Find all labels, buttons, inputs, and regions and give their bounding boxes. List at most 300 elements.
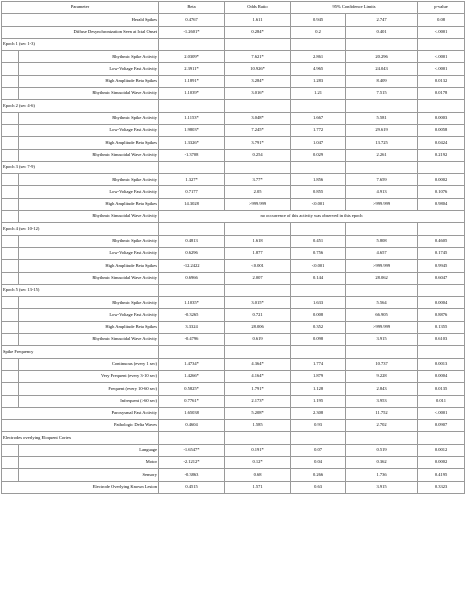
indent-cell (2, 321, 19, 333)
parameter-cell: Rhythmic Spike Activity (19, 297, 159, 309)
ci-lower-cell: 0.266 (291, 469, 346, 481)
beta-cell: 0.7761* (159, 395, 225, 407)
parameter-cell: High Amplitude Beta Spikes (19, 260, 159, 272)
ci-upper-cell: >999.999 (346, 260, 418, 272)
parameter-cell: Rhythmic Sinusoidal Wave Activity (19, 211, 159, 223)
ci-upper-cell: 28.062 (346, 272, 418, 284)
ci-lower-cell (291, 284, 346, 296)
beta-cell: 0.7177 (159, 186, 225, 198)
indent-cell (2, 469, 19, 481)
sub-row (2, 198, 465, 210)
ci-lower-cell: 1.633 (291, 297, 346, 309)
beta-cell (159, 100, 225, 112)
p-value-cell (418, 223, 465, 235)
sub-row (2, 124, 465, 136)
p-value-cell: 0.0135 (418, 383, 465, 395)
odds-ratio-cell: 0.68 (225, 469, 291, 481)
ci-lower-cell: 2.308 (291, 407, 346, 419)
ci-lower-cell: 0.04 (291, 456, 346, 468)
ci-upper-cell: 24.043 (346, 63, 418, 75)
parameter-cell: Rhythmic Sinusoidal Wave Activity (19, 88, 159, 100)
beta-cell (159, 284, 225, 296)
indent-cell (2, 174, 19, 186)
odds-ratio-cell: 0.191* (225, 444, 291, 456)
indent-cell (2, 456, 19, 468)
sub-row (2, 334, 465, 346)
odds-ratio-cell: 2.173* (225, 395, 291, 407)
parameter-cell: Rhythmic Sinusoidal Wave Activity (19, 334, 159, 346)
parameter-cell: Rhythmic Spike Activity (19, 174, 159, 186)
indent-cell (2, 272, 19, 284)
beta-cell: 2.0309* (159, 51, 225, 63)
ci-upper-cell: 4.657 (346, 247, 418, 259)
sub-row (2, 174, 465, 186)
ci-upper-cell: 7.515 (346, 88, 418, 100)
section-row (2, 100, 465, 112)
ci-upper-cell: 2.702 (346, 420, 418, 432)
parameter-cell: Rhythmic Sinusoidal Wave Activity (19, 272, 159, 284)
beta-cell (159, 432, 225, 444)
ci-lower-cell (291, 346, 346, 358)
sub-row (2, 247, 465, 259)
indent-cell (2, 297, 19, 309)
table-row (2, 420, 465, 432)
indent-cell (2, 51, 19, 63)
ci-upper-cell: 3.915 (346, 334, 418, 346)
p-value-cell: 0.011 (418, 395, 465, 407)
indent-cell (2, 358, 19, 370)
ci-lower-cell: 1.772 (291, 124, 346, 136)
odds-ratio-cell: 3.284* (225, 75, 291, 87)
table-row (2, 481, 465, 493)
ci-upper-cell: 9.228 (346, 370, 418, 382)
header-p-value: p-value (418, 2, 465, 14)
sub-row (2, 272, 465, 284)
p-value-cell: 0.1076 (418, 186, 465, 198)
indent-cell (2, 75, 19, 87)
section-row (2, 161, 465, 173)
ci-upper-cell: 5.808 (346, 235, 418, 247)
odds-ratio-cell (225, 161, 291, 173)
odds-ratio-cell: 7.245* (225, 124, 291, 136)
parameter-cell: Rhythmic Spike Activity (19, 51, 159, 63)
indent-cell (2, 137, 19, 149)
odds-ratio-cell: 3.791* (225, 137, 291, 149)
odds-ratio-cell: 3.015* (225, 297, 291, 309)
parameter-cell: Diffuse Desynchronization Seen at Ictal Onset (2, 26, 159, 38)
odds-ratio-cell: 1.791* (225, 383, 291, 395)
beta-cell: 1.4734* (159, 358, 225, 370)
indent-cell (2, 370, 19, 382)
parameter-cell: Rhythmic Sinusoidal Wave Activity (19, 149, 159, 161)
p-value-cell: 0.0132 (418, 75, 465, 87)
ci-upper-cell: 7.659 (346, 174, 418, 186)
ci-upper-cell: 2.843 (346, 383, 418, 395)
odds-ratio-cell (225, 346, 291, 358)
beta-cell: 1.65038 (159, 407, 225, 419)
ci-upper-cell (346, 346, 418, 358)
sub-row (2, 63, 465, 75)
parameter-cell: High Amplitude Beta Spikes (19, 198, 159, 210)
odds-ratio-cell: 3.048* (225, 112, 291, 124)
beta-cell: 0.4767 (159, 14, 225, 26)
p-value-cell: <.0001 (418, 26, 465, 38)
parameter-cell: Frequent (every 10-60 sec) (19, 383, 159, 395)
odds-ratio-cell: 2.007 (225, 272, 291, 284)
sub-row (2, 51, 465, 63)
p-value-cell (418, 432, 465, 444)
odds-ratio-cell: 0.721 (225, 309, 291, 321)
sub-row (2, 309, 465, 321)
sub-row (2, 370, 465, 382)
section-label: Epoch 2 (sec 4-6) (2, 100, 159, 112)
ci-lower-cell: 0.008 (291, 309, 346, 321)
header-beta: Beta (159, 2, 225, 14)
ci-lower-cell: 0.756 (291, 247, 346, 259)
ci-lower-cell: 1.047 (291, 137, 346, 149)
p-value-cell: 0.4195 (418, 469, 465, 481)
odds-ratio-cell: 0.254 (225, 149, 291, 161)
odds-ratio-cell: 1.877 (225, 247, 291, 259)
ci-upper-cell: 29.619 (346, 124, 418, 136)
ci-lower-cell: 1.128 (291, 383, 346, 395)
p-value-cell: <.0001 (418, 407, 465, 419)
p-value-cell: 0.4605 (418, 235, 465, 247)
indent-cell (2, 112, 19, 124)
ci-lower-cell: 0.098 (291, 334, 346, 346)
ci-lower-cell: 0.63 (291, 481, 346, 493)
section-row (2, 223, 465, 235)
section-row (2, 38, 465, 50)
beta-cell: -0.4796 (159, 334, 225, 346)
ci-upper-cell: 4.913 (346, 186, 418, 198)
odds-ratio-cell: 3.016* (225, 88, 291, 100)
p-value-cell (418, 38, 465, 50)
header-row (2, 2, 465, 14)
p-value-cell: 0.8876 (418, 309, 465, 321)
ci-lower-cell: 4.965 (291, 63, 346, 75)
ci-lower-cell: <0.001 (291, 198, 346, 210)
indent-cell (2, 383, 19, 395)
sub-row (2, 383, 465, 395)
ci-lower-cell: 2.861 (291, 51, 346, 63)
ci-upper-cell: 10.737 (346, 358, 418, 370)
parameter-cell: Electrode Overlying Known Lesion (2, 481, 159, 493)
ci-upper-cell: 2.747 (346, 14, 418, 26)
ci-upper-cell (346, 100, 418, 112)
p-value-cell: 0.08 (418, 14, 465, 26)
ci-lower-cell: 1.879 (291, 370, 346, 382)
beta-cell: -12.2422 (159, 260, 225, 272)
beta-cell (159, 161, 225, 173)
p-value-cell: <.0001 (418, 63, 465, 75)
odds-ratio-cell: 0.12* (225, 456, 291, 468)
ci-lower-cell: 0.93 (291, 420, 346, 432)
ci-upper-cell: 11.752 (346, 407, 418, 419)
odds-ratio-cell (225, 100, 291, 112)
p-value-cell: 0.0907 (418, 420, 465, 432)
beta-cell: 1.327* (159, 174, 225, 186)
parameter-cell: Low-Voltage Fast Activity (19, 247, 159, 259)
ci-lower-cell: 0.855 (291, 186, 346, 198)
p-value-cell (418, 284, 465, 296)
sub-row (2, 235, 465, 247)
beta-cell: 0.4604 (159, 420, 225, 432)
parameter-cell: Low-Voltage Fast Activity (19, 186, 159, 198)
sub-row (2, 260, 465, 272)
odds-ratio-cell: 3.77* (225, 174, 291, 186)
indent-cell (2, 211, 19, 223)
p-value-cell: 0.1745 (418, 247, 465, 259)
section-label: Spike Frequency (2, 346, 159, 358)
ci-lower-cell: 0.029 (291, 149, 346, 161)
odds-ratio-cell: 4.364* (225, 358, 291, 370)
ci-upper-cell: 3.915 (346, 481, 418, 493)
ci-upper-cell: 2.261 (346, 149, 418, 161)
ci-upper-cell: 5.581 (346, 112, 418, 124)
p-value-cell: 0.6047 (418, 272, 465, 284)
sub-row (2, 75, 465, 87)
ci-lower-cell: 0.2 (291, 26, 346, 38)
section-row (2, 346, 465, 358)
sub-row (2, 321, 465, 333)
parameter-cell: Low-Voltage Fast Activity (19, 63, 159, 75)
table-body (2, 14, 465, 494)
ci-lower-cell: 0.07 (291, 444, 346, 456)
indent-cell (2, 444, 19, 456)
p-value-cell: 0.3323 (418, 481, 465, 493)
odds-ratio-cell: 4.164* (225, 370, 291, 382)
ci-lower-cell: 1.21 (291, 88, 346, 100)
parameter-cell: Pathologic Delta Waves (2, 420, 159, 432)
indent-cell (2, 260, 19, 272)
p-value-cell (418, 346, 465, 358)
p-value-cell: 0.0004 (418, 370, 465, 382)
beta-cell: 0.5825* (159, 383, 225, 395)
beta-cell: 1.1035* (159, 297, 225, 309)
indent-cell (2, 309, 19, 321)
section-label: Epoch 1 (sec 1-3) (2, 38, 159, 50)
parameter-cell: Sensory (19, 469, 159, 481)
beta-cell: 1.1039* (159, 88, 225, 100)
odds-ratio-cell: 5.208* (225, 407, 291, 419)
p-value-cell: 0.0003 (418, 112, 465, 124)
ci-lower-cell: 1.774 (291, 358, 346, 370)
ci-upper-cell (346, 284, 418, 296)
parameter-cell: High Amplitude Beta Spikes (19, 321, 159, 333)
beta-cell: 1.4266* (159, 370, 225, 382)
ci-lower-cell (291, 432, 346, 444)
beta-cell: 0.6966 (159, 272, 225, 284)
ci-lower-cell: 0.945 (291, 14, 346, 26)
p-value-cell: 0.0058 (418, 124, 465, 136)
p-value-cell: 0.0002 (418, 456, 465, 468)
beta-cell: -1.3708 (159, 149, 225, 161)
parameter-cell: Rhythmic Spike Activity (19, 235, 159, 247)
sub-row (2, 456, 465, 468)
odds-ratio-cell (225, 38, 291, 50)
odds-ratio-cell (225, 223, 291, 235)
p-value-cell: 0.1355 (418, 321, 465, 333)
odds-ratio-cell: 1.585 (225, 420, 291, 432)
indent-cell (2, 63, 19, 75)
ci-lower-cell: 0.352 (291, 321, 346, 333)
beta-cell: 1.1153* (159, 112, 225, 124)
p-value-cell: 0.0004 (418, 297, 465, 309)
indent-cell (2, 235, 19, 247)
p-value-cell (418, 100, 465, 112)
ci-upper-cell: 20.296 (346, 51, 418, 63)
p-value-cell: 0.0424 (418, 137, 465, 149)
parameter-cell: Low-Voltage Fast Activity (19, 124, 159, 136)
ci-upper-cell (346, 38, 418, 50)
section-label: Epoch 4 (sec 10-12) (2, 223, 159, 235)
sub-row (2, 358, 465, 370)
sub-row (2, 297, 465, 309)
parameter-cell: Infrequent (>60 sec) (19, 395, 159, 407)
beta-cell: 0.6296 (159, 247, 225, 259)
results-table (1, 1, 465, 494)
ci-upper-cell (346, 432, 418, 444)
odds-ratio-cell: 7.621* (225, 51, 291, 63)
odds-ratio-cell (225, 284, 291, 296)
beta-cell: 0.4515 (159, 481, 225, 493)
sub-row (2, 469, 465, 481)
ci-upper-cell: >999.999 (346, 321, 418, 333)
p-value-cell: 0.9945 (418, 260, 465, 272)
parameter-cell: Language (19, 444, 159, 456)
p-value-cell: 0.6103 (418, 334, 465, 346)
odds-ratio-cell: 10.926* (225, 63, 291, 75)
parameter-cell: Paroxysmal Fast Activity (2, 407, 159, 419)
parameter-cell: Rhythmic Spike Activity (19, 112, 159, 124)
section-label: Electrodes overlying Eloquent Cortex (2, 432, 159, 444)
parameter-cell: Motor (19, 456, 159, 468)
ci-upper-cell: 1.736 (346, 469, 418, 481)
ci-lower-cell (291, 38, 346, 50)
ci-upper-cell: 0.362 (346, 456, 418, 468)
beta-cell: 1.3326* (159, 137, 225, 149)
beta-cell: -1.6547* (159, 444, 225, 456)
section-row (2, 284, 465, 296)
odds-ratio-cell: 1.611 (225, 14, 291, 26)
parameter-cell: Continuous (every 1 sec) (19, 358, 159, 370)
parameter-cell: Low-Voltage Fast Activity (19, 309, 159, 321)
p-value-cell: <.0001 (418, 51, 465, 63)
beta-cell (159, 346, 225, 358)
indent-cell (2, 395, 19, 407)
beta-cell: -0.3265 (159, 309, 225, 321)
ci-lower-cell (291, 100, 346, 112)
p-value-cell (418, 161, 465, 173)
indent-cell (2, 88, 19, 100)
odds-ratio-cell: 28.006 (225, 321, 291, 333)
beta-cell: 2.3911* (159, 63, 225, 75)
table-row (2, 26, 465, 38)
section-row (2, 432, 465, 444)
ci-lower-cell: 1.283 (291, 75, 346, 87)
ci-lower-cell: 0.451 (291, 235, 346, 247)
sub-row (2, 149, 465, 161)
odds-ratio-cell: 1.618 (225, 235, 291, 247)
ci-upper-cell: 0.401 (346, 26, 418, 38)
sub-row (2, 444, 465, 456)
ci-upper-cell: >999.999 (346, 198, 418, 210)
ci-upper-cell: 3.953 (346, 395, 418, 407)
parameter-cell: High Amplitude Beta Spikes (19, 75, 159, 87)
odds-ratio-cell: 0.619 (225, 334, 291, 346)
beta-cell: 14.3028 (159, 198, 225, 210)
indent-cell (2, 198, 19, 210)
beta-cell: 1.9803* (159, 124, 225, 136)
odds-ratio-cell: 1.571 (225, 481, 291, 493)
p-value-cell: 0.0013 (418, 358, 465, 370)
table-row (2, 14, 465, 26)
sub-row (2, 88, 465, 100)
ci-lower-cell: 0.144 (291, 272, 346, 284)
beta-cell (159, 38, 225, 50)
beta-cell: 1.1891* (159, 75, 225, 87)
odds-ratio-cell: <0.001 (225, 260, 291, 272)
sub-row (2, 186, 465, 198)
header-confidence-limits: 95% Confidence Limits (291, 2, 418, 14)
p-value-cell: 0.9804 (418, 198, 465, 210)
indent-cell (2, 124, 19, 136)
header-odds-ratio: Odds Ratio (225, 2, 291, 14)
p-value-cell: 0.0178 (418, 88, 465, 100)
beta-cell: 0.4813 (159, 235, 225, 247)
ci-upper-cell: 13.725 (346, 137, 418, 149)
indent-cell (2, 186, 19, 198)
header-parameter: Parameter (2, 2, 159, 14)
ci-upper-cell (346, 223, 418, 235)
note-message-cell: no occurrence of this activity was observed in this epoch (159, 211, 465, 223)
p-value-cell: 0.2192 (418, 149, 465, 161)
parameter-cell: Herald Spikes (2, 14, 159, 26)
odds-ratio-cell (225, 432, 291, 444)
ci-lower-cell: <0.001 (291, 260, 346, 272)
sub-row (2, 137, 465, 149)
beta-cell (159, 223, 225, 235)
beta-cell: 3.3324 (159, 321, 225, 333)
results-table-container (1, 1, 464, 494)
ci-upper-cell: 0.519 (346, 444, 418, 456)
parameter-cell: Very Frequent (every 3-10 sec) (19, 370, 159, 382)
odds-ratio-cell: >999.999 (225, 198, 291, 210)
beta-cell: -1.2601* (159, 26, 225, 38)
table-row (2, 407, 465, 419)
ci-lower-cell: 1.195 (291, 395, 346, 407)
ci-upper-cell: 66.905 (346, 309, 418, 321)
indent-cell (2, 247, 19, 259)
parameter-cell: High Amplitude Beta Spikes (19, 137, 159, 149)
indent-cell (2, 149, 19, 161)
ci-lower-cell: 1.667 (291, 112, 346, 124)
ci-upper-cell: 8.409 (346, 75, 418, 87)
ci-upper-cell: 5.564 (346, 297, 418, 309)
odds-ratio-cell: 2.05 (225, 186, 291, 198)
sub-row (2, 395, 465, 407)
sub-row (2, 112, 465, 124)
section-label: Epoch 3 (sec 7-9) (2, 161, 159, 173)
p-value-cell: 0.0002 (418, 174, 465, 186)
ci-lower-cell (291, 223, 346, 235)
beta-cell: -0.3863 (159, 469, 225, 481)
ci-lower-cell: 1.856 (291, 174, 346, 186)
ci-lower-cell (291, 161, 346, 173)
odds-ratio-cell: 0.284* (225, 26, 291, 38)
p-value-cell: 0.0012 (418, 444, 465, 456)
